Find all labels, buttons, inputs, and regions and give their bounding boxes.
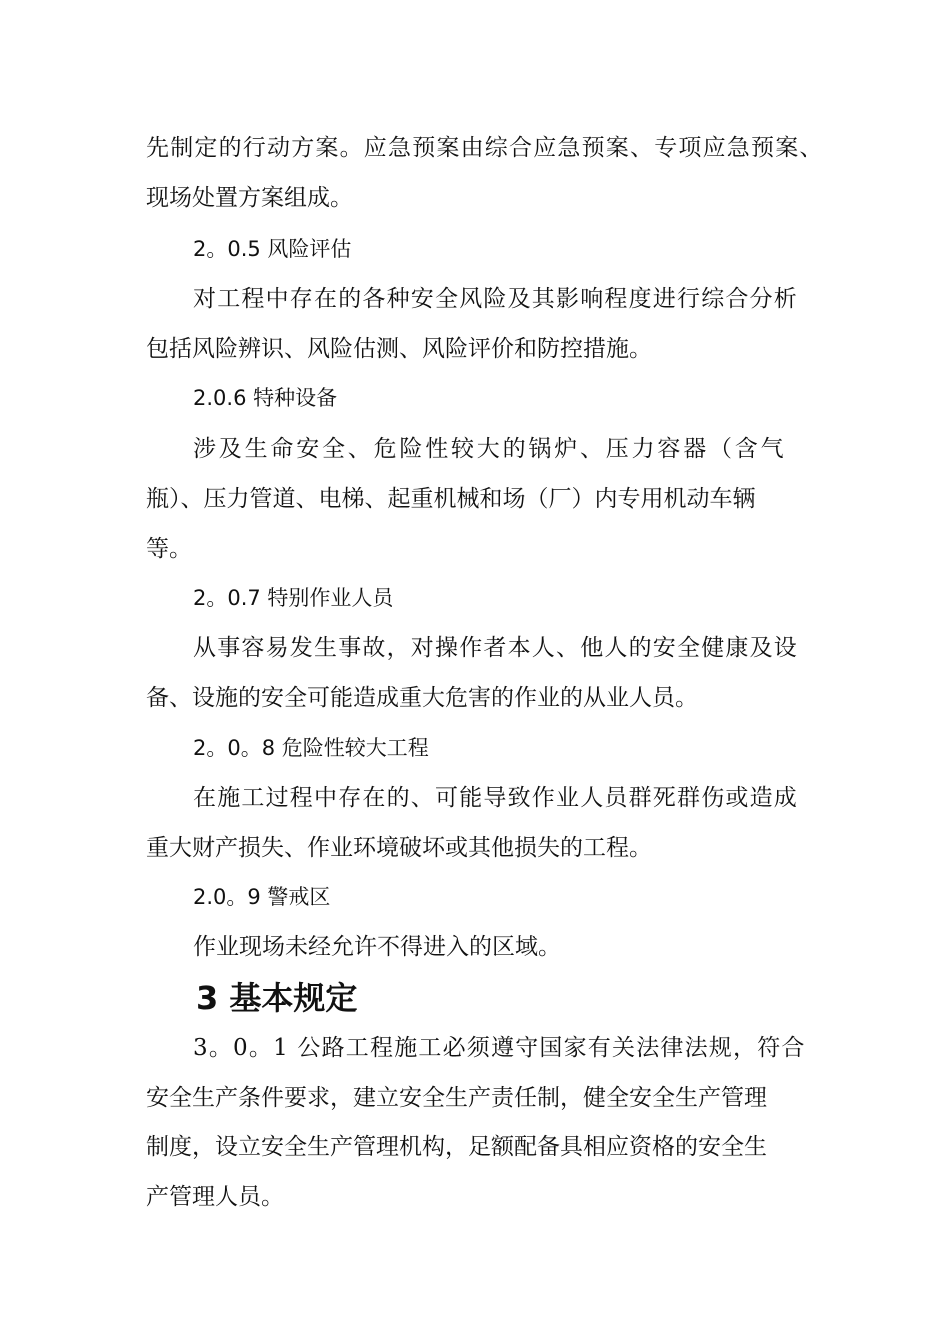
paragraph-line: 涉及生命安全、危险性较大的锅炉、压力容器（含气 bbox=[193, 436, 787, 462]
clause-title: 2.0.6 特种设备 bbox=[193, 386, 338, 410]
paragraph-line: 在施工过程中存在的、可能导致作业人员群死群伤或造成 bbox=[193, 785, 798, 811]
paragraph-line: 备、设施的安全可能造成重大危害的作业的从业人员。 bbox=[146, 685, 698, 711]
paragraph-line: 从事容易发生事故，对操作者本人、他人的安全健康及设 bbox=[193, 635, 798, 661]
paragraph-line: 等。 bbox=[146, 536, 192, 562]
clause-title: 2。0.5 风险评估 bbox=[193, 237, 352, 261]
paragraph-line: 作业现场未经允许不得进入的区域。 bbox=[193, 934, 561, 960]
paragraph-line: 瓶）、压力管道、电梯、起重机械和场（厂）内专用机动车辆 bbox=[146, 486, 756, 512]
paragraph-line: 重大财产损失、作业环境破坏或其他损失的工程。 bbox=[146, 835, 652, 861]
paragraph-line: 先制定的行动方案。应急预案由综合应急预案、专项应急预案、 bbox=[146, 135, 824, 161]
clause-title: 2。0.7 特别作业人员 bbox=[193, 586, 394, 610]
paragraph-line: 3。0。1 公路工程施工必须遵守国家有关法律法规，符合 bbox=[193, 1035, 806, 1061]
paragraph-line: 包括风险辨识、风险估测、风险评价和防控措施。 bbox=[146, 336, 652, 362]
section-heading: 3 基本规定 bbox=[196, 979, 358, 1017]
paragraph-line: 制度，设立安全生产管理机构，足额配备具相应资格的安全生 bbox=[146, 1134, 767, 1160]
paragraph-line: 现场处置方案组成。 bbox=[146, 185, 353, 211]
clause-title: 2.0。9 警戒区 bbox=[193, 885, 331, 909]
paragraph-line: 产管理人员。 bbox=[146, 1184, 284, 1210]
clause-title: 2。0。8 危险性较大工程 bbox=[193, 736, 429, 760]
paragraph-line: 安全生产条件要求，建立安全生产责任制，健全安全生产管理 bbox=[146, 1085, 767, 1111]
paragraph-line: 对工程中存在的各种安全风险及其影响程度进行综合分析 bbox=[193, 286, 798, 312]
